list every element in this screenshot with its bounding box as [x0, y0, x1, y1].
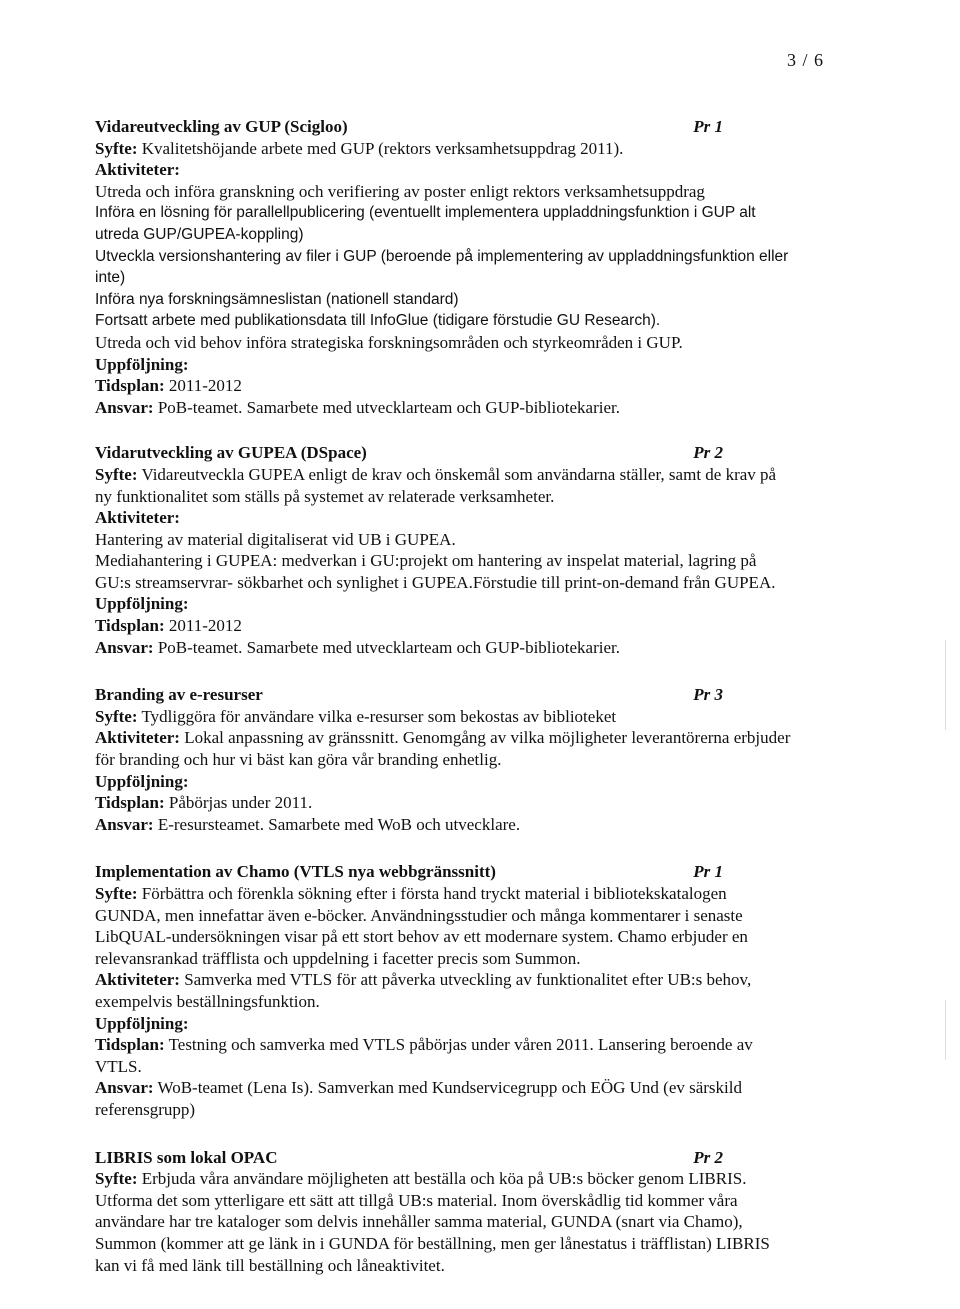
tidsplan-line: VTLS.	[95, 1056, 142, 1076]
priority-label: Pr 3	[693, 685, 723, 705]
section-title: Implementation av Chamo (VTLS nya webbgränssnitt)	[95, 862, 496, 882]
ansvar-line: referensgrupp)	[95, 1099, 196, 1119]
syfte-line: LibQUAL-undersökningen visar på ett stort behov av ett modernare system. Chamo erbjuder en	[95, 927, 748, 947]
uppfoljning-label: Uppföljning:	[95, 771, 189, 791]
ansvar-line: Ansvar: PoB-teamet. Samarbete med utvecklarteam och GUP-bibliotekarier.	[95, 637, 620, 657]
syfte-line: Syfte: Tydliggöra för användare vilka e-resurser som bekostas av biblioteket	[95, 706, 617, 726]
section-gupea	[95, 442, 835, 658]
activity-line: Fortsatt arbete med publikationsdata till InfoGlue (tidigare förstudie GU Research).	[95, 312, 661, 330]
priority-label: Pr 2	[693, 443, 723, 463]
syfte-line: GUNDA, men innefattar även e-böcker. Användningsstudier och många kommentarer i senaste	[95, 905, 743, 925]
uppfoljning-label: Uppföljning:	[95, 594, 189, 614]
ansvar-line: Ansvar: E-resursteamet. Samarbete med WoB och utvecklare.	[95, 814, 521, 834]
scan-edge-mark	[945, 1000, 946, 1060]
tidsplan-line: Tidsplan: 2011-2012	[95, 616, 242, 636]
section-title: LIBRIS som lokal OPAC	[95, 1147, 278, 1167]
syfte-line: Summon (kommer att ge länk in i GUNDA för beställning, men ger lånestatus i träfflistan) LIBRIS	[95, 1233, 770, 1253]
ansvar-line: Ansvar: PoB-teamet. Samarbete med utvecklarteam och GUP-bibliotekarier.	[95, 397, 620, 417]
syfte-line: ny funktionalitet som ställs på systemet av relaterade verksamheter.	[95, 486, 555, 506]
syfte-line: relevansrankad träfflista och uppdelning i facetter precis som Summon.	[95, 948, 581, 968]
tidsplan-line: Tidsplan: Påbörjas under 2011.	[95, 793, 313, 813]
aktiviteter-line: Aktiviteter: Samverka med VTLS för att påverka utveckling av funktionalitet efter UB:s behov,	[95, 970, 752, 990]
section-heading	[95, 1147, 723, 1169]
aktiviteter-line: Aktiviteter: Lokal anpassning av gränssnitt. Genomgång av vilka möjligheter leverantörerna erbjuder	[95, 728, 791, 748]
activity-line: Utveckla versionshantering av filer i GUP (beroende på implementering av uppladdningsfunktion eller	[95, 247, 789, 265]
priority-label: Pr 1	[693, 117, 723, 136]
aktiviteter-line: exempelvis beställningsfunktion.	[95, 991, 320, 1011]
ansvar-line: Ansvar: WoB-teamet (Lena Is). Samverkan med Kundservicegrupp och EÖG Und (ev särskild	[95, 1078, 742, 1098]
section-title: Vidareutveckling av GUP (Scigloo)	[95, 117, 348, 136]
syfte-line: Syfte: Erbjuda våra användare möjligheten att beställa och köa på UB:s böcker genom LIBRIS.	[95, 1169, 747, 1189]
aktiviteter-line: för branding och hur vi bäst kan göra vår branding enhetlig.	[95, 750, 502, 770]
section-heading	[95, 442, 723, 464]
activity-line: Införa en lösning för parallellpublicering (eventuellt implementera uppladdningsfunktion i GUP alt	[95, 204, 756, 222]
section-title: Vidarutveckling av GUPEA (DSpace)	[95, 443, 367, 463]
activity-line: Mediahantering i GUPEA: medverkan i GU:projekt om hantering av inspelat material, lagring på	[95, 551, 757, 571]
activity-line: inte)	[95, 269, 126, 287]
syfte-line: användare har tre kataloger som delvis innehåller samma material, GUNDA (snart via Chamo),	[95, 1212, 743, 1232]
priority-label: Pr 2	[693, 1147, 723, 1167]
syfte-line: Syfte: Vidareutveckla GUPEA enligt de krav och önskemål som användarna ställer, samt de krav på	[95, 464, 777, 484]
page-number: 3 / 6	[786, 50, 824, 70]
section-heading	[95, 684, 723, 706]
aktiviteter-label: Aktiviteter:	[95, 508, 180, 528]
scan-edge-mark	[945, 640, 946, 730]
section-gup	[95, 116, 835, 418]
section-heading	[95, 861, 723, 883]
uppfoljning-label: Uppföljning:	[95, 1013, 189, 1033]
section-title: Branding av e-resurser	[95, 685, 263, 705]
section-heading	[95, 116, 723, 138]
section-libris	[95, 1147, 835, 1277]
activity-line: utreda GUP/GUPEA-koppling)	[95, 225, 304, 243]
priority-label: Pr 1	[693, 862, 723, 882]
syfte-line: Syfte: Kvalitetshöjande arbete med GUP (rektors verksamhetsuppdrag 2011).	[95, 138, 624, 158]
syfte-line: Utforma det som ytterligare ett sätt att tillgå UB:s material. Inom överskådlig tid kommer våra	[95, 1190, 738, 1210]
tidsplan-line: Tidsplan: 2011-2012	[95, 376, 242, 396]
syfte-line: Syfte: Förbättra och förenkla sökning efter i första hand tryckt material i bibliotekskatalogen	[95, 884, 727, 903]
section-chamo	[95, 861, 835, 1120]
activity-line: Utreda och vid behov införa strategiska forskningsområden och styrkeområden i GUP.	[95, 332, 683, 352]
uppfoljning-label: Uppföljning:	[95, 354, 189, 374]
aktiviteter-label: Aktiviteter:	[95, 160, 180, 180]
activity-line: Utreda och införa granskning och verifiering av poster enligt rektors verksamhetsuppdrag	[95, 181, 705, 201]
tidsplan-line: Tidsplan: Testning och samverka med VTLS påbörjas under våren 2011. Lansering beroende av	[95, 1035, 753, 1055]
activity-line: GU:s streamservrar- sökbarhet och synlighet i GUPEA.Förstudie till print-on-demand från GUPEA.	[95, 572, 776, 592]
activity-line: Införa nya forskningsämneslistan (nationell standard)	[95, 290, 459, 308]
section-branding	[95, 684, 835, 835]
activity-line: Hantering av material digitaliserat vid UB i GUPEA.	[95, 529, 456, 549]
document-body	[95, 116, 835, 1276]
syfte-line: kan vi få med länk till beställning och låneaktivitet.	[95, 1255, 445, 1275]
